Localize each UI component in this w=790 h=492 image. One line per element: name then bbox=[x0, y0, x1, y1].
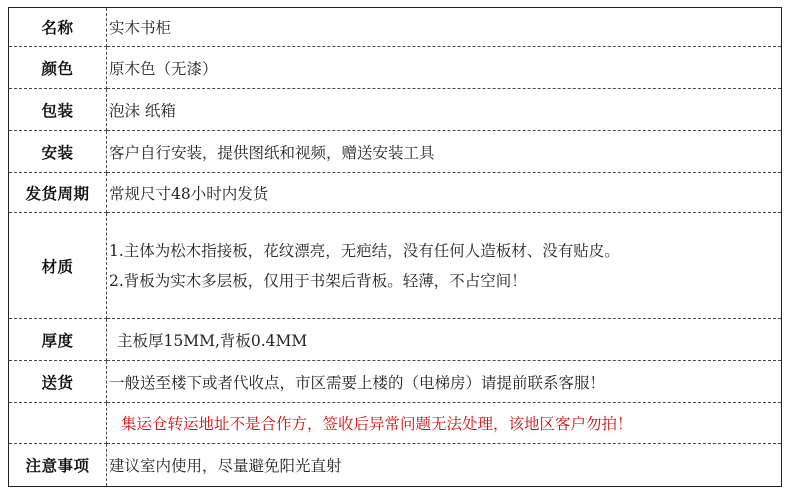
row-label bbox=[9, 403, 107, 444]
row-label: 送货 bbox=[9, 361, 107, 403]
row-label: 包装 bbox=[9, 89, 107, 131]
table-row bbox=[9, 173, 782, 213]
table-row bbox=[9, 47, 782, 89]
table-row bbox=[9, 444, 782, 487]
row-label: 厚度 bbox=[9, 319, 107, 361]
table-row bbox=[9, 403, 782, 444]
row-value: 实木书柜 bbox=[107, 8, 782, 47]
row-value: 客户自行安装，提供图纸和视频，赠送安装工具 bbox=[107, 131, 782, 173]
table-row bbox=[9, 8, 782, 47]
row-label: 安装 bbox=[9, 131, 107, 173]
table-row bbox=[9, 213, 782, 319]
row-label: 注意事项 bbox=[9, 444, 107, 487]
row-label: 材质 bbox=[9, 213, 107, 319]
row-value: 建议室内使用，尽量避免阳光直射 bbox=[107, 444, 782, 487]
warning-value bbox=[107, 403, 782, 444]
thickness-text: 主板厚15MM,背板0.4MM bbox=[117, 331, 308, 350]
table-row bbox=[9, 131, 782, 173]
material-value bbox=[107, 213, 782, 319]
row-value: 常规尺寸48小时内发货 bbox=[107, 173, 782, 213]
row-value: 一般送至楼下或者代收点，市区需要上楼的（电梯房）请提前联系客服！ bbox=[107, 361, 782, 403]
row-label: 颜色 bbox=[9, 47, 107, 89]
row-value bbox=[107, 319, 782, 361]
row-value: 原木色（无漆） bbox=[107, 47, 782, 89]
table-row bbox=[9, 89, 782, 131]
table-row bbox=[9, 361, 782, 403]
row-label: 名称 bbox=[9, 8, 107, 47]
material-line-2: 2.背板为实木多层板，仅用于书架后背板。轻薄，不占空间！ bbox=[109, 271, 527, 290]
row-label: 发货周期 bbox=[9, 173, 107, 213]
product-spec-table bbox=[8, 7, 782, 487]
material-line-1: 1.主体为松木指接板，花纹漂亮，无疤结，没有任何人造板材、没有贴皮。 bbox=[109, 241, 620, 260]
row-value: 泡沫 纸箱 bbox=[107, 89, 782, 131]
table-row bbox=[9, 319, 782, 361]
warning-text: 集运仓转运地址不是合作方，签收后异常问题无法处理，该地区客户勿拍！ bbox=[121, 415, 633, 433]
